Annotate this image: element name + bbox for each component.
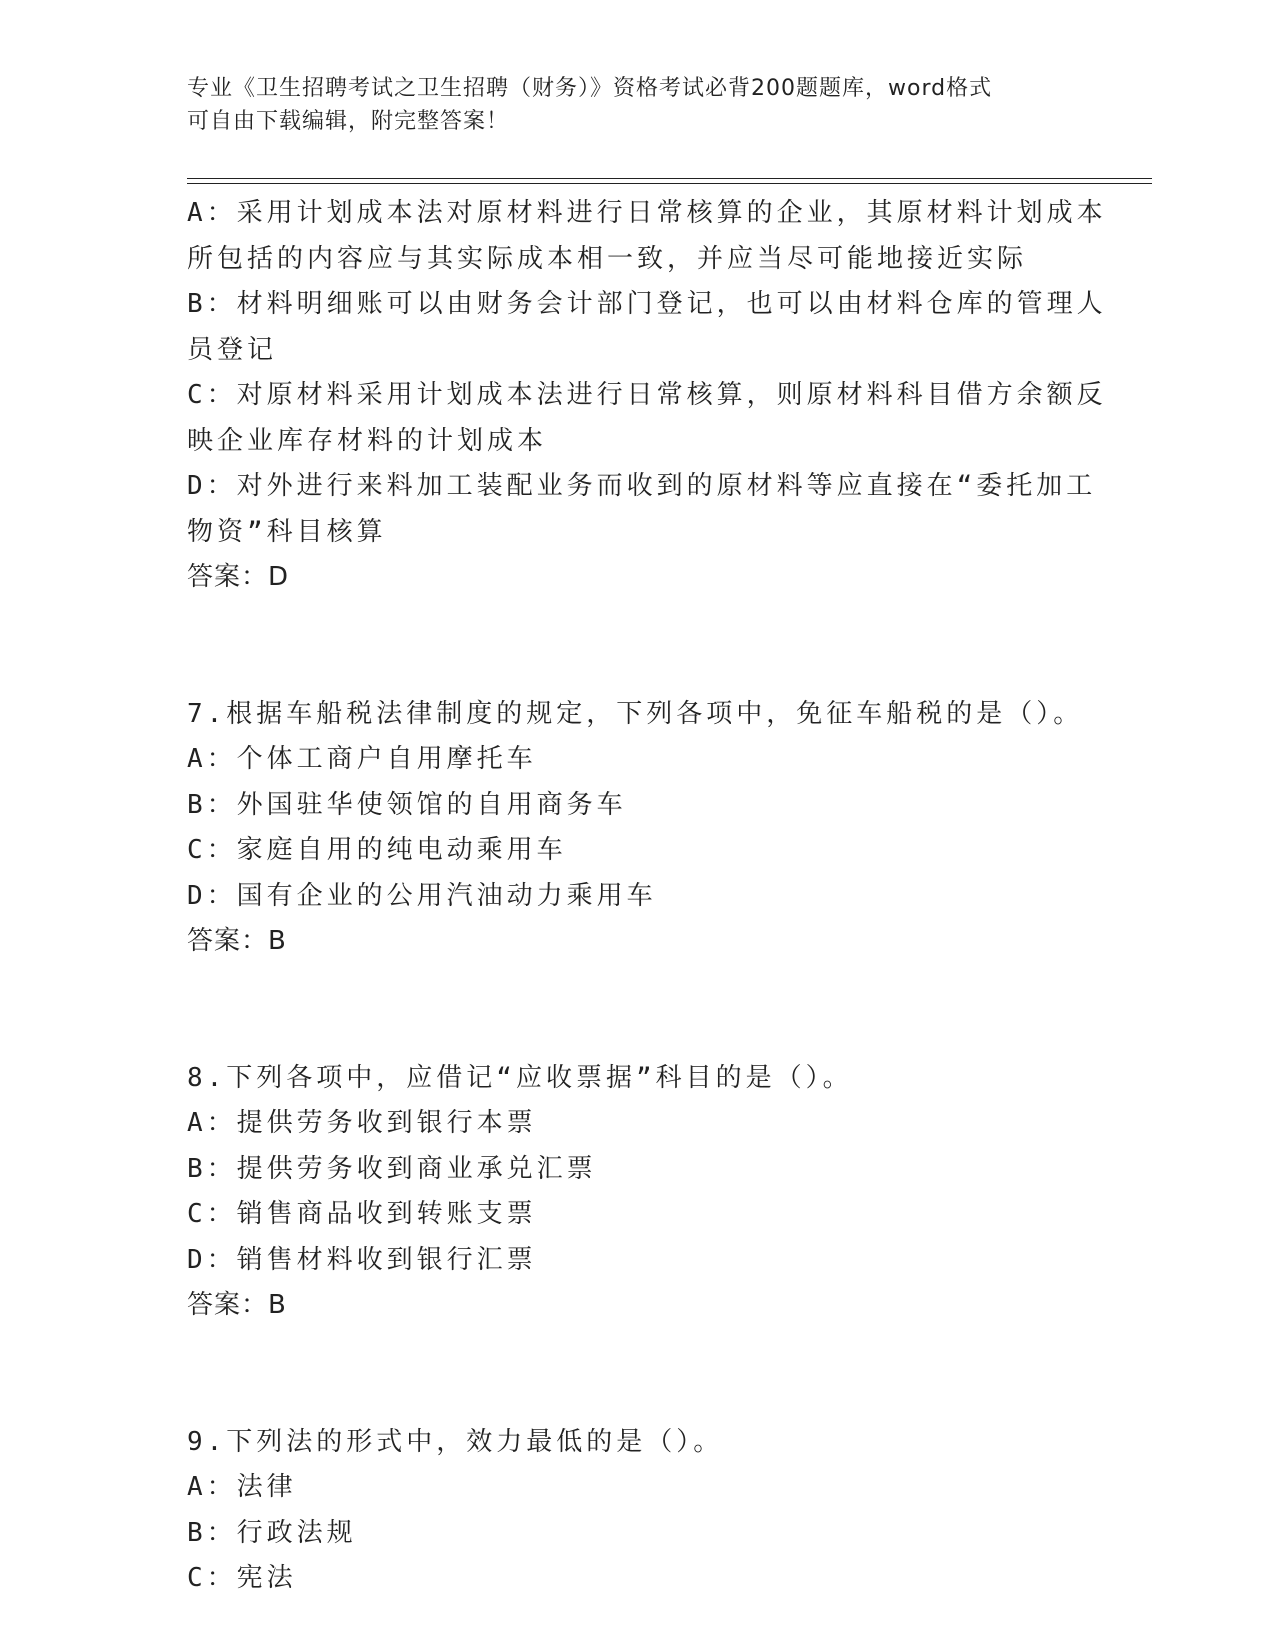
option-a: A：个体工商户自用摩托车 <box>187 744 537 774</box>
option-b: B：外国驻华使领馆的自用商务车 <box>187 789 627 820</box>
question-stem: 8.下列各项中，应借记“应收票据”科目的是（）。 <box>187 1062 853 1093</box>
answer-line: 答案：D <box>187 562 290 592</box>
question-stem: 9.下列法的形式中，效力最低的是（）。 <box>187 1426 724 1457</box>
question-stem: 7.根据车船税法律制度的规定，下列各项中，免征车船税的是（）。 <box>187 698 1084 729</box>
option-a-line-1: A：采用计划成本法对原材料进行日常核算的企业，其原材料计划成本 <box>187 198 1107 228</box>
option-c: C：销售商品收到转账支票 <box>187 1199 537 1229</box>
option-a: A：法律 <box>187 1472 297 1502</box>
header-line-1: 专业《卫生招聘考试之卫生招聘（财务）》资格考试必背200题题库，word格式 <box>187 76 993 101</box>
answer-line: 答案：B <box>187 1290 287 1320</box>
answer-line: 答案：B <box>187 926 287 956</box>
spacer <box>187 965 1077 1056</box>
document-header <box>187 72 1087 138</box>
prev-question <box>187 191 1107 601</box>
option-b-line-2: 员登记 <box>187 334 278 365</box>
option-c-line-2: 映企业库存材料的计划成本 <box>187 425 548 456</box>
header-line-2: 可自由下载编辑，附完整答案！ <box>187 109 510 134</box>
question-7 <box>187 692 1084 965</box>
question-content <box>187 191 1107 1602</box>
spacer <box>187 601 1077 692</box>
question-9 <box>187 1420 1077 1602</box>
option-d: D：国有企业的公用汽油动力乘用车 <box>187 880 657 911</box>
option-b-line-1: B：材料明细账可以由财务会计部门登记，也可以由材料仓库的管理人 <box>187 289 1107 319</box>
header-divider-bottom <box>187 183 1152 184</box>
option-a: A：提供劳务收到银行本票 <box>187 1108 537 1138</box>
option-c-line-1: C：对原材料采用计划成本法进行日常核算，则原材料科目借方余额反 <box>187 380 1107 410</box>
header-divider-top <box>187 178 1152 179</box>
option-a-line-2: 所包括的内容应与其实际成本相一致，并应当尽可能地接近实际 <box>187 243 1028 274</box>
option-d: D：销售材料收到银行汇票 <box>187 1244 537 1275</box>
option-b: B：行政法规 <box>187 1517 357 1548</box>
question-8 <box>187 1056 1077 1329</box>
option-c: C：宪法 <box>187 1563 297 1593</box>
spacer <box>187 1329 1077 1420</box>
option-d-line-1: D：对外进行来料加工装配业务而收到的原材料等应直接在“委托加工 <box>187 471 1097 501</box>
option-c: C：家庭自用的纯电动乘用车 <box>187 835 567 865</box>
option-d-line-2: 物资”科目核算 <box>187 516 387 547</box>
option-b: B：提供劳务收到商业承兑汇票 <box>187 1153 597 1184</box>
